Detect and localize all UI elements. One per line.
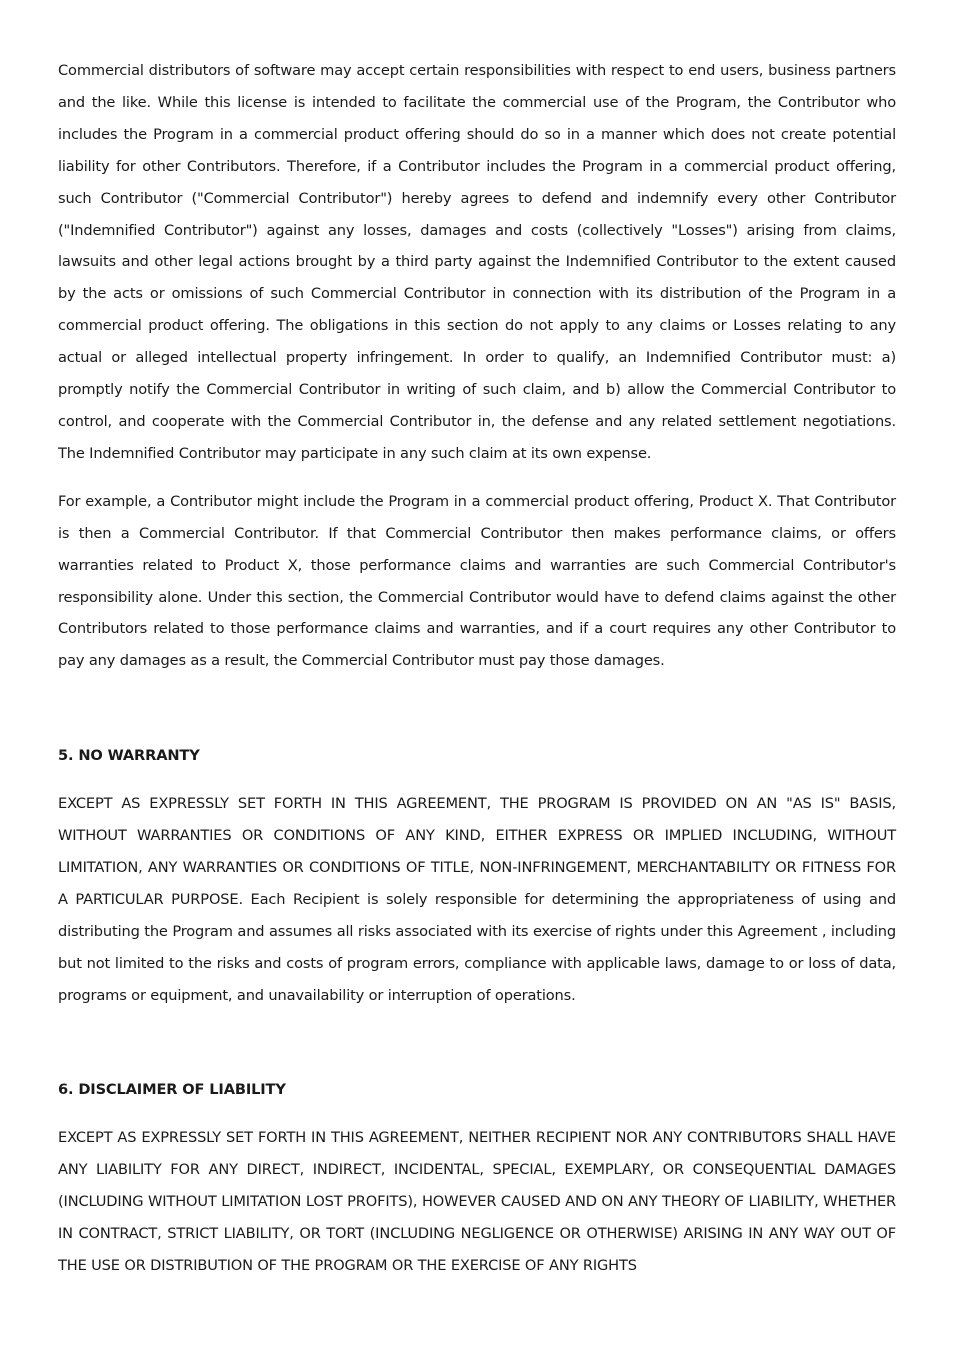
document-page	[58, 55, 896, 1282]
paragraph-example: For example, a Contributor might include the Program in a commercial product offering, Product X. That Contributor is then a Commercial Contributor. If that Commercial Contributor then makes performance claims, or offers warranties related to Product X, those performance claims and warranties are such Commercial Contributor's responsibility alone. Under this section, the Commercial Contributor would have to defend claims against the other Contributors related to those performance claims and warranties, and if a court requires any other Contributor to pay any damages as a result, the Commercial Contributor must pay those damages.	[58, 492, 896, 670]
section-spacer	[58, 677, 896, 740]
paragraph-no-warranty: EXCEPT AS EXPRESSLY SET FORTH IN THIS AGREEMENT, THE PROGRAM IS PROVIDED ON AN "AS IS" BASIS, WITHOUT WARRANTIES OR CONDITIONS OF ANY KIND, EITHER EXPRESS OR IMPLIED INCLUDING, WITHOUT LIMITATION, ANY WARRANTIES OR CONDITIONS OF TITLE, NON-INFRINGEMENT, MERCHANTABILITY OR FITNESS FOR A PARTICULAR PURPOSE. Each Recipient is solely responsible for determining the appropriateness of using and distributing the Program and assumes all risks associated with its exercise of rights under this Agreement , including but not limited to the risks and costs of program errors, compliance with applicable laws, damage to or loss of data, programs or equipment, and unavailability or interruption of operations.	[58, 795, 896, 1004]
heading-no-warranty: 5. NO WARRANTY	[58, 747, 200, 765]
heading-spacer	[58, 1106, 896, 1122]
paragraph-commercial-distribution: Commercial distributors of software may accept certain responsibilities with respect to end users, business partners and the like. While this license is intended to facilitate the commercial use of the Program, the Contributor who includes the Program in a commercial product offering should do so in a manner which does not create potential liability for other Contributors. Therefore, if a Contributor includes the Program in a commercial product offering, such Contributor ("Commercial Contributor") hereby agrees to defend and indemnify every other Contributor ("Indemnified Contributor") against any losses, damages and costs (collectively "Losses") arising from claims, lawsuits and other legal actions brought by a third party against the Indemnified Contributor to the extent caused by the acts or omissions of such Commercial Contributor in connection with its distribution of the Program in a commercial product offering. The obligations in this section do not apply to any claims or Losses relating to any actual or alleged intellectual property infringement. In order to qualify, an Indemnified Contributor must: a) promptly notify the Commercial Contributor in writing of such claim, and b) allow the Commercial Contributor to control, and cooperate with the Commercial Contributor in, the defense and any related settlement negotiations. The Indemnified Contributor may participate in any such claim at its own expense.	[58, 62, 896, 462]
heading-spacer	[58, 772, 896, 788]
paragraph-disclaimer-of-liability: EXCEPT AS EXPRESSLY SET FORTH IN THIS AGREEMENT, NEITHER RECIPIENT NOR ANY CONTRIBUTORS SHALL HAVE ANY LIABILITY FOR ANY DIRECT, INDIRECT, INCIDENTAL, SPECIAL, EXEMPLARY, OR CONSEQUENTIAL DAMAGES (INCLUDING WITHOUT LIMITATION LOST PROFITS), HOWEVER CAUSED AND ON ANY THEORY OF LIABILITY, WHETHER IN CONTRACT, STRICT LIABILITY, OR TORT (INCLUDING NEGLIGENCE OR OTHERWISE) ARISING IN ANY WAY OUT OF THE USE OR DISTRIBUTION OF THE PROGRAM OR THE EXERCISE OF ANY RIGHTS	[58, 1129, 896, 1274]
section-spacer	[58, 1011, 896, 1074]
heading-disclaimer-of-liability: 6. DISCLAIMER OF LIABILITY	[58, 1081, 286, 1099]
